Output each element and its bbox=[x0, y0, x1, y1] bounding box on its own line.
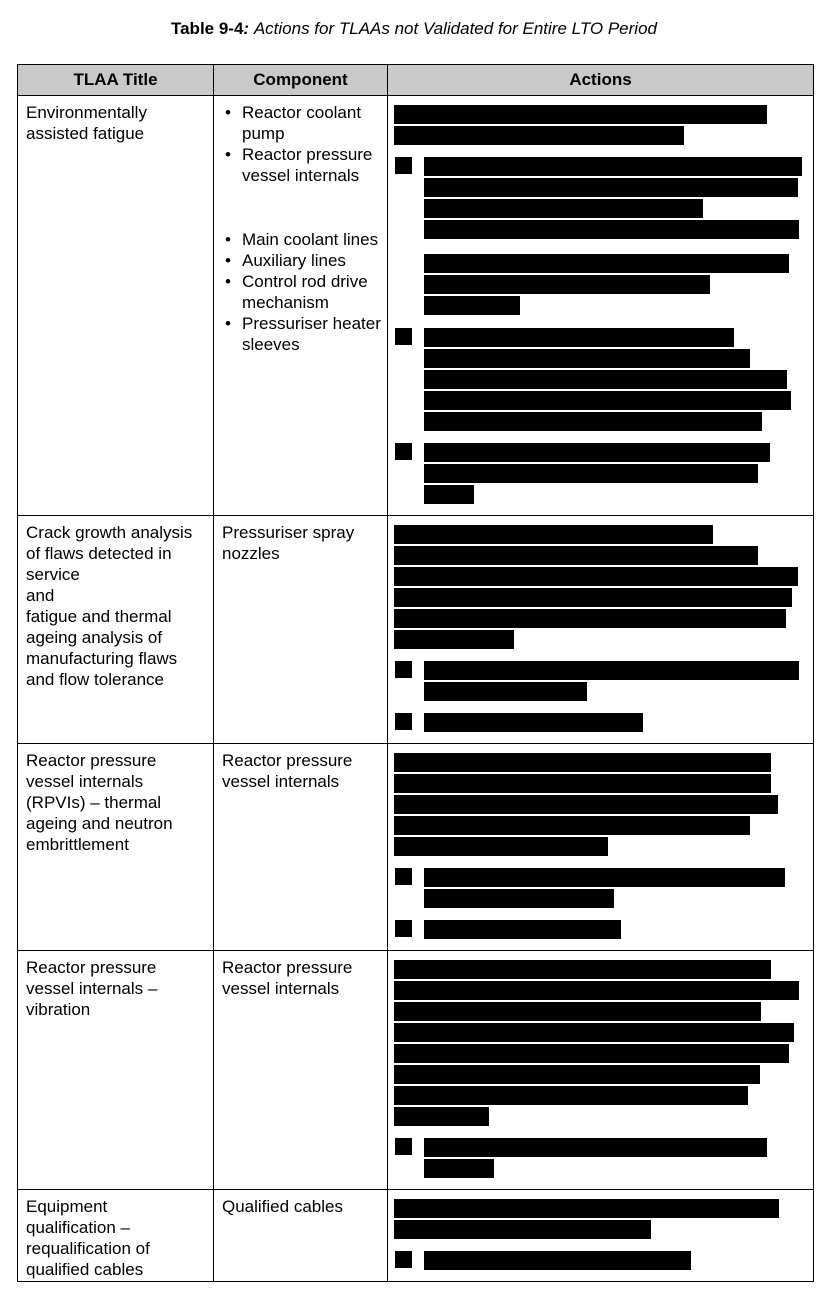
redaction-bar bbox=[424, 443, 770, 462]
redaction-bar bbox=[394, 1086, 748, 1105]
component-item: • Reactor pressure vessel internals bbox=[222, 144, 381, 186]
title-line: requalification of bbox=[26, 1239, 150, 1258]
redaction-bar bbox=[424, 1159, 494, 1178]
table-caption bbox=[0, 19, 828, 39]
component-cell bbox=[214, 744, 388, 951]
redaction-bar bbox=[424, 199, 703, 218]
redaction-bar bbox=[424, 661, 799, 680]
redaction-bar bbox=[394, 753, 771, 772]
redaction-bar bbox=[394, 609, 786, 628]
redaction-bar bbox=[394, 567, 798, 586]
redaction-bar bbox=[394, 816, 750, 835]
header-row bbox=[18, 65, 814, 96]
redacted-bullet-marker bbox=[395, 661, 412, 678]
redaction-bar bbox=[394, 795, 778, 814]
table-row bbox=[18, 516, 814, 744]
redaction-bar bbox=[424, 349, 750, 368]
redaction-bar bbox=[424, 464, 758, 483]
component-text: Reactor pressure vessel internals bbox=[222, 958, 353, 998]
redacted-bullet-marker bbox=[395, 328, 412, 345]
redaction-bar bbox=[394, 588, 792, 607]
actions-cell bbox=[388, 951, 814, 1190]
redaction-bar bbox=[394, 1044, 789, 1063]
title-line: service bbox=[26, 565, 80, 584]
table-row bbox=[18, 96, 814, 516]
title-line: manufacturing flaws bbox=[26, 649, 178, 668]
component-item: • Reactor coolant pump bbox=[222, 102, 381, 144]
tlaa-title-cell bbox=[18, 951, 214, 1190]
table-row bbox=[18, 1190, 814, 1282]
title-line: of flaws detected in bbox=[26, 544, 172, 563]
redaction-bar bbox=[394, 1023, 794, 1042]
component-text: Pressuriser spray nozzles bbox=[222, 523, 355, 563]
redaction-bar bbox=[424, 889, 614, 908]
redacted-bullet-marker bbox=[395, 920, 412, 937]
redaction-bar bbox=[424, 275, 710, 294]
caption-colon: : bbox=[243, 19, 250, 38]
title-line: ageing analysis of bbox=[26, 628, 163, 647]
title-line: qualification – bbox=[26, 1218, 130, 1237]
title-line: fatigue and thermal bbox=[26, 607, 172, 626]
tlaa-title-cell bbox=[18, 744, 214, 951]
title-line: vessel internals – bbox=[26, 979, 158, 998]
component-cell bbox=[214, 951, 388, 1190]
component-text: Reactor pressure vessel internals bbox=[222, 751, 353, 791]
title-line: Reactor pressure bbox=[26, 958, 157, 977]
caption-label: Table 9-4 bbox=[170, 19, 244, 38]
redaction-bar bbox=[394, 1220, 651, 1239]
redaction-bar bbox=[424, 296, 520, 315]
redaction-bar bbox=[394, 1107, 489, 1126]
redaction-bar bbox=[394, 981, 799, 1000]
header-tlaa-title: TLAA Title bbox=[18, 65, 214, 96]
redacted-bullet-marker bbox=[395, 1138, 412, 1155]
title-line: Crack growth analysis bbox=[26, 523, 193, 542]
title-line: qualified cables bbox=[26, 1260, 144, 1279]
caption-title: Actions for TLAAs not Validated for Entire LTO Period bbox=[253, 19, 657, 38]
title-line: vessel internals bbox=[26, 772, 144, 791]
component-list bbox=[214, 186, 387, 355]
component-text: Qualified cables bbox=[222, 1197, 343, 1216]
component-cell bbox=[214, 1190, 388, 1282]
table-row bbox=[18, 744, 814, 951]
title-line: vibration bbox=[26, 1000, 91, 1019]
redaction-bar bbox=[424, 868, 785, 887]
redaction-bar bbox=[424, 254, 789, 273]
redaction-bar bbox=[424, 1138, 767, 1157]
redaction-bar bbox=[424, 412, 762, 431]
redaction-bar bbox=[424, 370, 787, 389]
redacted-bullet-marker bbox=[395, 1251, 412, 1268]
actions-cell bbox=[388, 1190, 814, 1282]
redaction-bar bbox=[424, 391, 791, 410]
title-line: embrittlement bbox=[26, 835, 129, 854]
redaction-bar bbox=[394, 1199, 779, 1218]
title-line: Equipment bbox=[26, 1197, 108, 1216]
redaction-bar bbox=[394, 525, 713, 544]
tlaa-title-cell bbox=[18, 516, 214, 744]
title-line: and bbox=[26, 586, 55, 605]
actions-cell bbox=[388, 96, 814, 516]
component-list bbox=[214, 96, 387, 186]
redaction-bar bbox=[424, 178, 798, 197]
title-line: assisted fatigue bbox=[26, 124, 145, 143]
component-item: • Control rod drive mechanism bbox=[222, 271, 381, 313]
component-item: • Pressuriser heater sleeves bbox=[222, 313, 381, 355]
tlaa-title-cell bbox=[18, 96, 214, 516]
redaction-bar bbox=[424, 1251, 691, 1270]
redacted-bullet-marker bbox=[395, 713, 412, 730]
redaction-bar bbox=[394, 960, 771, 979]
tlaa-actions-table bbox=[17, 64, 814, 1282]
header-actions: Actions bbox=[388, 65, 814, 96]
redaction-bar bbox=[424, 920, 621, 939]
redaction-bar bbox=[394, 1065, 760, 1084]
title-line: and flow tolerance bbox=[26, 670, 164, 689]
tlaa-title-cell bbox=[18, 1190, 214, 1282]
redacted-bullet-marker bbox=[395, 868, 412, 885]
redaction-bar bbox=[424, 328, 734, 347]
redaction-bar bbox=[394, 546, 758, 565]
redacted-bullet-marker bbox=[395, 157, 412, 174]
actions-cell bbox=[388, 516, 814, 744]
redaction-bar bbox=[394, 630, 514, 649]
title-line: ageing and neutron bbox=[26, 814, 173, 833]
redaction-bar bbox=[424, 157, 802, 176]
redaction-bar bbox=[424, 485, 474, 504]
redacted-bullet-marker bbox=[395, 443, 412, 460]
header-component: Component bbox=[214, 65, 388, 96]
redaction-bar bbox=[424, 682, 587, 701]
redaction-bar bbox=[394, 837, 608, 856]
table-row bbox=[18, 951, 814, 1190]
redaction-bar bbox=[394, 105, 767, 124]
title-line: (RPVIs) – thermal bbox=[26, 793, 162, 812]
redaction-bar bbox=[394, 774, 771, 793]
redaction-bar bbox=[424, 220, 799, 239]
redaction-bar bbox=[424, 713, 643, 732]
component-cell bbox=[214, 516, 388, 744]
redaction-bar bbox=[394, 1002, 761, 1021]
actions-cell bbox=[388, 744, 814, 951]
component-cell bbox=[214, 96, 388, 516]
component-item: • Auxiliary lines bbox=[222, 250, 381, 271]
title-line: Environmentally bbox=[26, 103, 147, 122]
component-item: • Main coolant lines bbox=[222, 229, 381, 250]
redaction-bar bbox=[394, 126, 684, 145]
title-line: Reactor pressure bbox=[26, 751, 157, 770]
